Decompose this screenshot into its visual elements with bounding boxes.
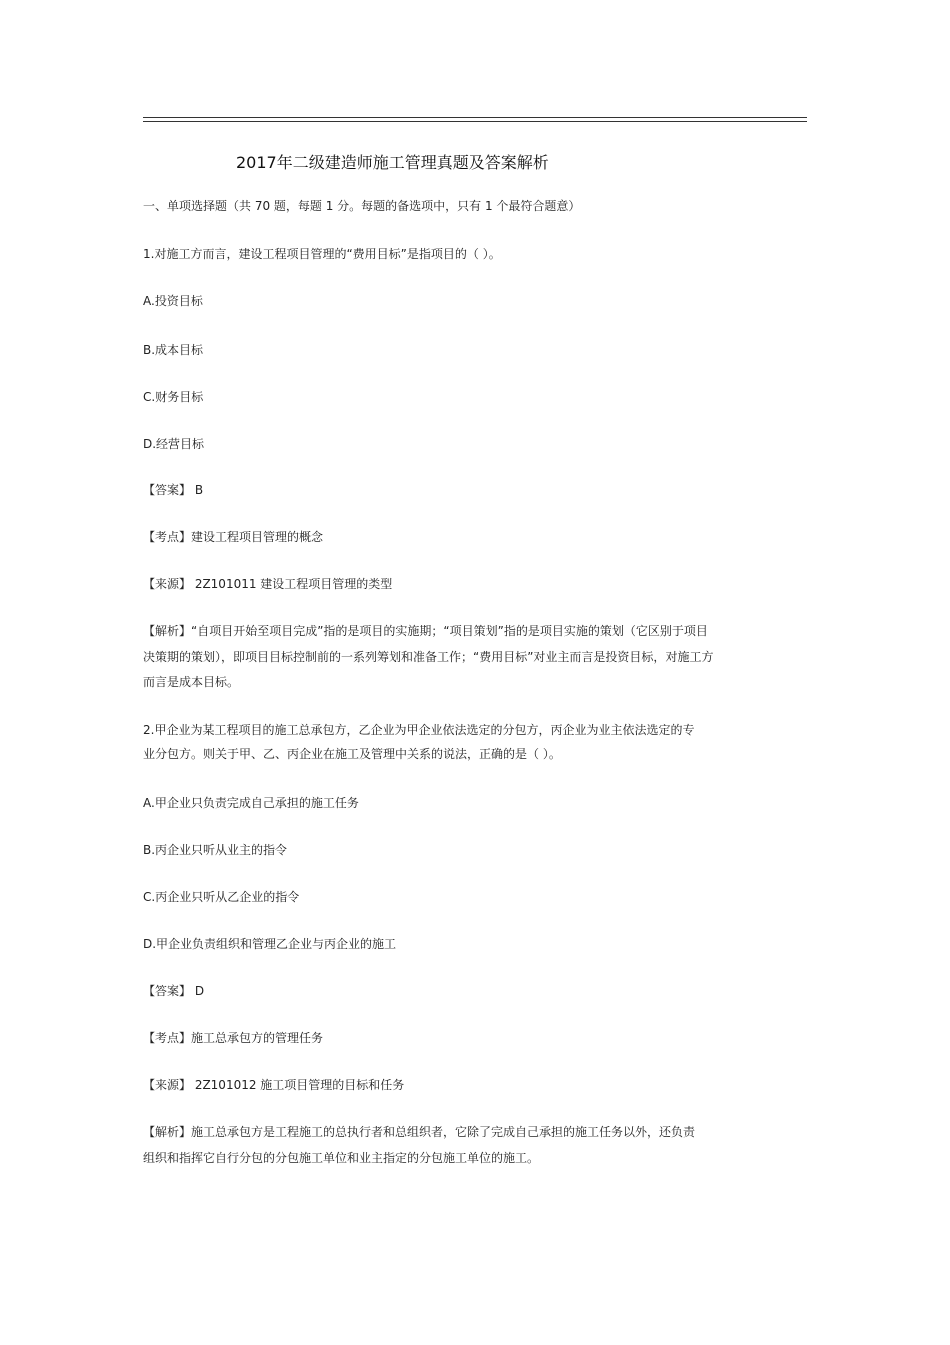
header-rule-top <box>143 117 807 118</box>
option-b: B.成本目标 <box>143 343 204 357</box>
question-stem: 2.甲企业为某工程项目的施工总承包方，乙企业为甲企业依法选定的分包方，丙企业为业主依法选定的专 <box>143 723 695 737</box>
topic: 【考点】施工总承包方的管理任务 <box>143 1031 324 1045</box>
topic: 【考点】建设工程项目管理的概念 <box>143 530 324 544</box>
option-a: A.甲企业只负责完成自己承担的施工任务 <box>143 796 359 810</box>
option-d: D.经营目标 <box>143 437 205 451</box>
analysis-line: 而言是成本目标。 <box>143 675 240 689</box>
document-title: 2017年二级建造师施工管理真题及答案解析 <box>236 153 549 172</box>
question-stem: 1.对施工方而言，建设工程项目管理的“费用目标”是指项目的（ ）。 <box>143 247 501 261</box>
option-a: A.投资目标 <box>143 294 203 308</box>
header-rule-bottom <box>143 121 807 122</box>
option-c: C.财务目标 <box>143 390 204 404</box>
option-d: D.甲企业负责组织和管理乙企业与丙企业的施工 <box>143 937 397 951</box>
option-b: B.丙企业只听从业主的指令 <box>143 843 288 857</box>
source: 【来源】 2Z101011 建设工程项目管理的类型 <box>143 577 393 591</box>
section-heading: 一、单项选择题（共 70 题，每题 1 分。每题的备选项中，只有 1 个最符合题意） <box>143 199 581 213</box>
analysis-line: 【解析】“自项目开始至项目完成”指的是项目的实施期；“项目策划”指的是项目实施的策划（它区别于项目 <box>143 624 708 638</box>
answer: 【答案】 B <box>143 483 204 497</box>
question-stem: 业分包方。则关于甲、乙、丙企业在施工及管理中关系的说法，正确的是（ ）。 <box>143 747 561 761</box>
answer: 【答案】 D <box>143 984 205 998</box>
analysis-line: 组织和指挥它自行分包的分包施工单位和业主指定的分包施工单位的施工。 <box>143 1151 540 1165</box>
source: 【来源】 2Z101012 施工项目管理的目标和任务 <box>143 1078 405 1092</box>
analysis-line: 决策期的策划），即项目目标控制前的一系列筹划和准备工作；“费用目标”对业主而言是投资目标，对施工方 <box>143 650 714 664</box>
option-c: C.丙企业只听从乙企业的指令 <box>143 890 300 904</box>
analysis-line: 【解析】施工总承包方是工程施工的总执行者和总组织者，它除了完成自己承担的施工任务以外，还负责 <box>143 1125 696 1139</box>
